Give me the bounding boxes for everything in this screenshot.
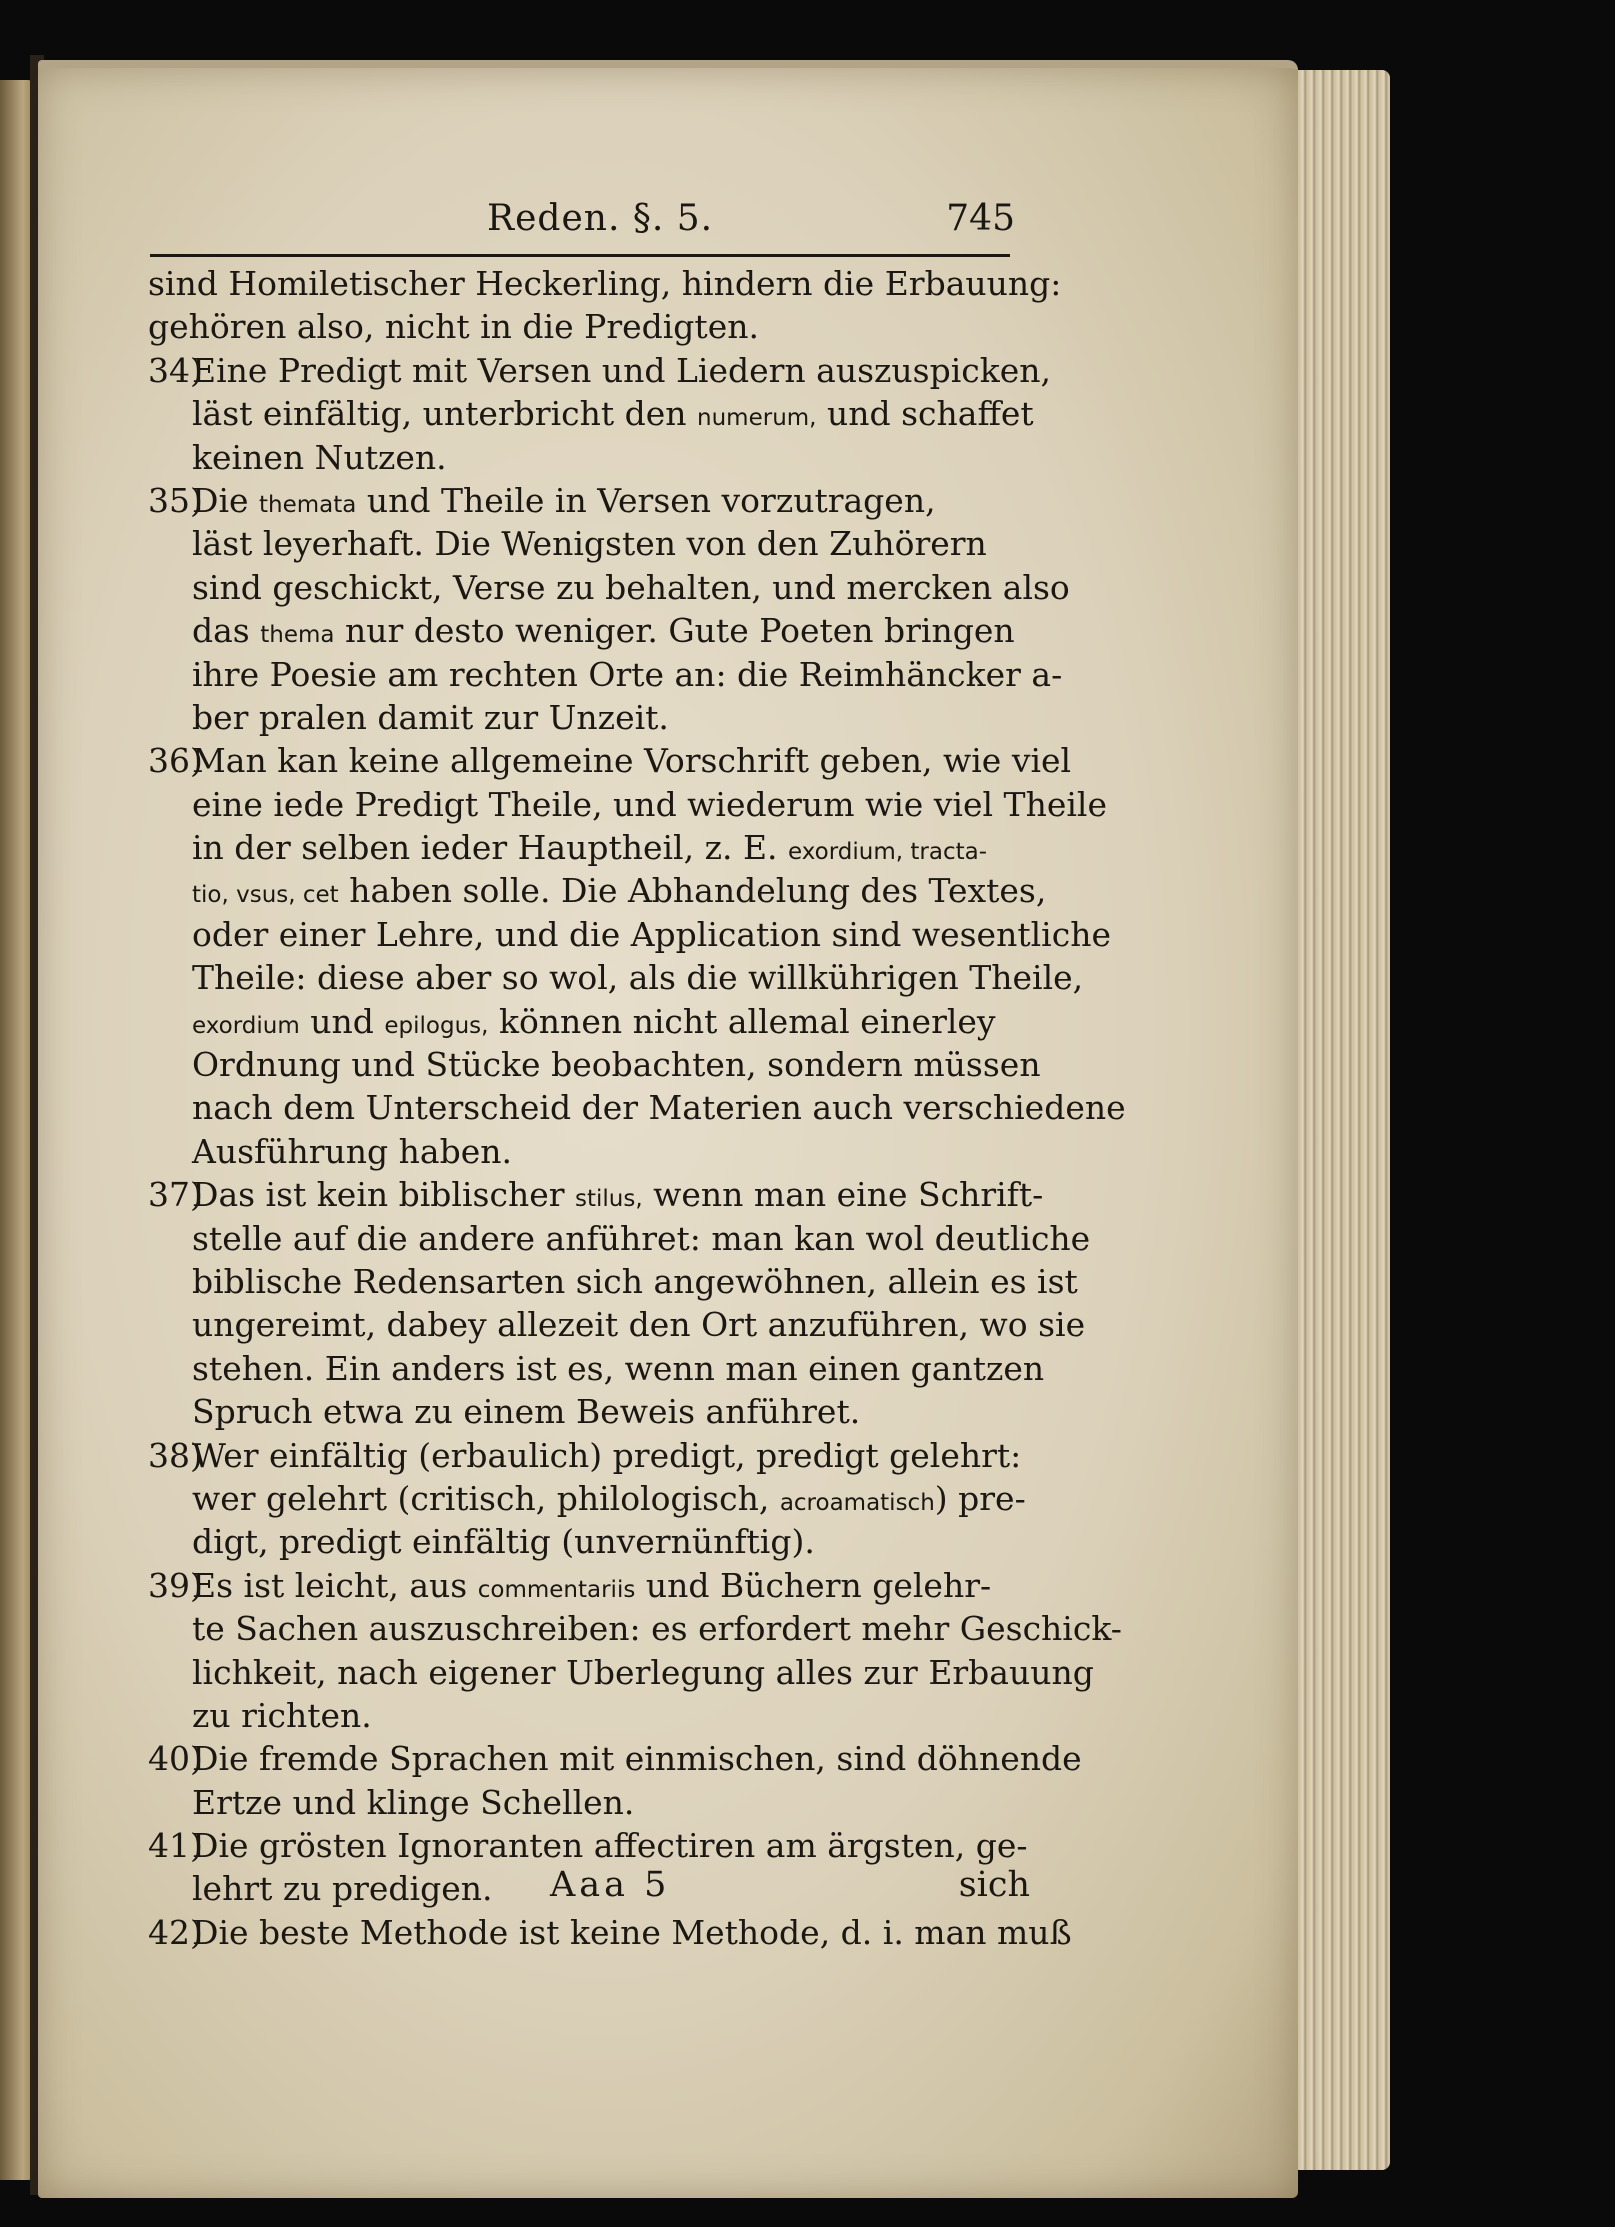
text-line	[192, 479, 1028, 522]
text-line	[192, 696, 1028, 739]
text-segment: ber pralen damit zur Unzeit.	[192, 697, 669, 737]
text-line	[192, 609, 1028, 652]
text-line	[192, 1347, 1045, 1390]
signature-mark: Aaa 5	[550, 1865, 671, 1905]
page-number: 745	[946, 198, 1015, 239]
latin-term: acroamatisch	[779, 1489, 935, 1516]
text-line	[192, 956, 1084, 999]
text-line	[192, 436, 1028, 479]
text-segment: lichkeit, nach eigener Uberlegung alles zur Erbauung	[192, 1652, 1094, 1692]
text-segment: stelle auf die andere anführet: man kan wol deutliche	[192, 1218, 1091, 1258]
latin-term: themata	[259, 491, 357, 518]
numbered-item	[148, 1911, 1072, 1954]
text-segment: oder einer Lehre, und die Application sind wesentliche	[192, 914, 1111, 954]
text-line	[192, 1130, 1028, 1173]
text-line	[192, 1737, 1082, 1780]
text-line	[192, 826, 1028, 869]
text-segment: ) pre-	[934, 1478, 1026, 1518]
text-segment: Die fremde Sprachen mit einmischen, sind döhnende	[192, 1739, 1082, 1779]
text-line	[192, 1694, 1028, 1737]
text-segment: digt, predigt einfältig (unvernünftig).	[192, 1522, 815, 1562]
text-segment: lehrt zu predigen.	[192, 1869, 493, 1909]
text-line	[192, 1260, 1078, 1303]
text-line	[192, 783, 1107, 826]
latin-term: stilus,	[575, 1186, 643, 1213]
text-line	[192, 1607, 1122, 1650]
item-number: 35)	[148, 480, 203, 520]
item-number: 39)	[148, 1565, 203, 1605]
text-segment: Eine Predigt mit Versen und Liedern auszuspicken,	[192, 350, 1052, 390]
text-segment: biblische Redensarten sich angewöhnen, allein es ist	[192, 1261, 1078, 1301]
latin-term: tio, vsus, cet	[192, 882, 339, 909]
page-text	[148, 262, 1126, 1954]
item-number: 36)	[148, 741, 203, 781]
text-segment: das	[192, 611, 261, 651]
text-segment: läst einfältig, unterbricht den	[192, 394, 698, 434]
text-line: sind Homiletischer Heckerling, hindern die Erbauung:	[148, 264, 1062, 303]
text-segment: zu richten.	[192, 1695, 372, 1735]
page-footer	[150, 1865, 1030, 1915]
text-segment: haben solle. Die Abhandelung des Textes,	[338, 871, 1047, 911]
text-line: gehören also, nicht in die Predigten.	[148, 307, 759, 347]
text-segment: keinen Nutzen.	[192, 437, 447, 477]
item-number: 41)	[148, 1826, 203, 1866]
latin-term: commentariis	[477, 1576, 636, 1603]
text-segment: Die	[192, 480, 260, 520]
text-line	[192, 1477, 1028, 1520]
text-segment: wenn man eine Schrift-	[642, 1175, 1044, 1215]
text-segment: eine iede Predigt Theile, und wiederum wie viel Theile	[192, 784, 1107, 824]
numbered-item	[148, 1434, 1028, 1564]
text-line	[192, 1651, 1094, 1694]
text-line	[192, 522, 1028, 565]
text-segment: Ausführung haben.	[192, 1131, 512, 1171]
text-line	[192, 869, 1047, 912]
text-line	[192, 349, 1052, 392]
text-segment: sind geschickt, Verse zu behalten, und mercken also	[192, 567, 1070, 607]
text-segment: Das ist kein biblischer	[192, 1175, 575, 1215]
text-line	[192, 1173, 1044, 1216]
text-line	[192, 1303, 1086, 1346]
numbered-item	[148, 1737, 1082, 1824]
item-number: 38)	[148, 1435, 203, 1475]
text-segment: und Büchern gelehr-	[635, 1565, 992, 1605]
latin-term: exordium, tracta-	[788, 839, 988, 866]
text-line	[192, 1781, 1028, 1824]
numbered-item	[148, 1564, 1122, 1738]
text-segment: in der selben ieder Hauptheil, z. E.	[192, 828, 789, 868]
header-rule	[150, 254, 1010, 257]
text-segment: Es ist leicht, aus	[192, 1565, 478, 1605]
text-segment: Theile: diese aber so wol, als die willkührigen Theile,	[192, 958, 1084, 998]
text-line	[192, 1000, 1028, 1043]
latin-term: epilogus,	[384, 1012, 489, 1039]
text-segment: stehen. Ein anders ist es, wenn man einen gantzen	[192, 1348, 1045, 1388]
item-number: 40)	[148, 1739, 203, 1779]
text-line	[192, 1390, 1028, 1433]
text-segment: und Theile in Versen vorzutragen,	[356, 480, 936, 520]
text-segment: wer gelehrt (critisch, philologisch,	[192, 1478, 780, 1518]
numbered-item	[148, 739, 1126, 1173]
text-line	[192, 1824, 1028, 1867]
text-segment: Wer einfältig (erbaulich) predigt, predigt gelehrt:	[192, 1435, 1022, 1475]
text-line	[192, 653, 1063, 696]
text-segment: Die grösten Ignoranten affectiren am ärgsten, ge-	[192, 1826, 1028, 1866]
item-number: 42)	[148, 1912, 203, 1952]
text-segment: Ertze und klinge Schellen.	[192, 1782, 635, 1822]
latin-term: exordium	[192, 1012, 300, 1039]
text-line	[192, 1520, 1028, 1563]
item-number: 34)	[148, 350, 203, 390]
text-line	[192, 1217, 1091, 1260]
text-line	[192, 913, 1111, 956]
text-segment: Man kan keine allgemeine Vorschrift geben, wie viel	[192, 741, 1072, 781]
numbered-item	[148, 349, 1052, 479]
text-segment: ihre Poesie am rechten Orte an: die Reimhäncker a-	[192, 654, 1063, 694]
text-line	[192, 1911, 1072, 1954]
text-segment: und schaffet	[816, 394, 1034, 434]
text-segment: können nicht allemal einerley	[488, 1001, 996, 1041]
text-line	[192, 739, 1072, 782]
text-segment: te Sachen auszuschreiben: es erfordert mehr Geschick-	[192, 1609, 1122, 1649]
numbered-items	[148, 349, 1126, 1954]
text-line	[192, 1434, 1028, 1477]
text-line	[192, 392, 1034, 435]
text-segment: Die beste Methode ist keine Methode, d. i. man muß	[192, 1912, 1072, 1952]
latin-term: thema	[260, 622, 335, 649]
latin-term: numerum,	[697, 405, 817, 432]
text-line	[192, 566, 1070, 609]
text-line	[192, 1043, 1041, 1086]
text-line	[192, 1564, 1028, 1607]
page-leaves-edge	[1290, 70, 1390, 2170]
page-header	[175, 198, 1025, 258]
text-segment: nach dem Unterscheid der Materien auch verschiedene	[192, 1088, 1126, 1128]
catchword: sich	[958, 1865, 1030, 1905]
item-number: 37)	[148, 1175, 203, 1215]
text-segment: ungereimt, dabey allezeit den Ort anzuführen, wo sie	[192, 1305, 1086, 1345]
text-segment: Ordnung und Stücke beobachten, sondern müssen	[192, 1045, 1041, 1085]
text-segment: und	[299, 1001, 385, 1041]
text-segment: Spruch etwa zu einem Beweis anführet.	[192, 1392, 861, 1432]
text-segment: läst leyerhaft. Die Wenigsten von den Zuhörern	[192, 524, 987, 564]
text-segment: nur desto weniger. Gute Poeten bringen	[334, 611, 1015, 651]
numbered-item	[148, 1173, 1091, 1433]
numbered-item	[148, 479, 1070, 739]
text-line	[192, 1086, 1126, 1129]
running-title: Reden. §. 5.	[487, 198, 714, 239]
